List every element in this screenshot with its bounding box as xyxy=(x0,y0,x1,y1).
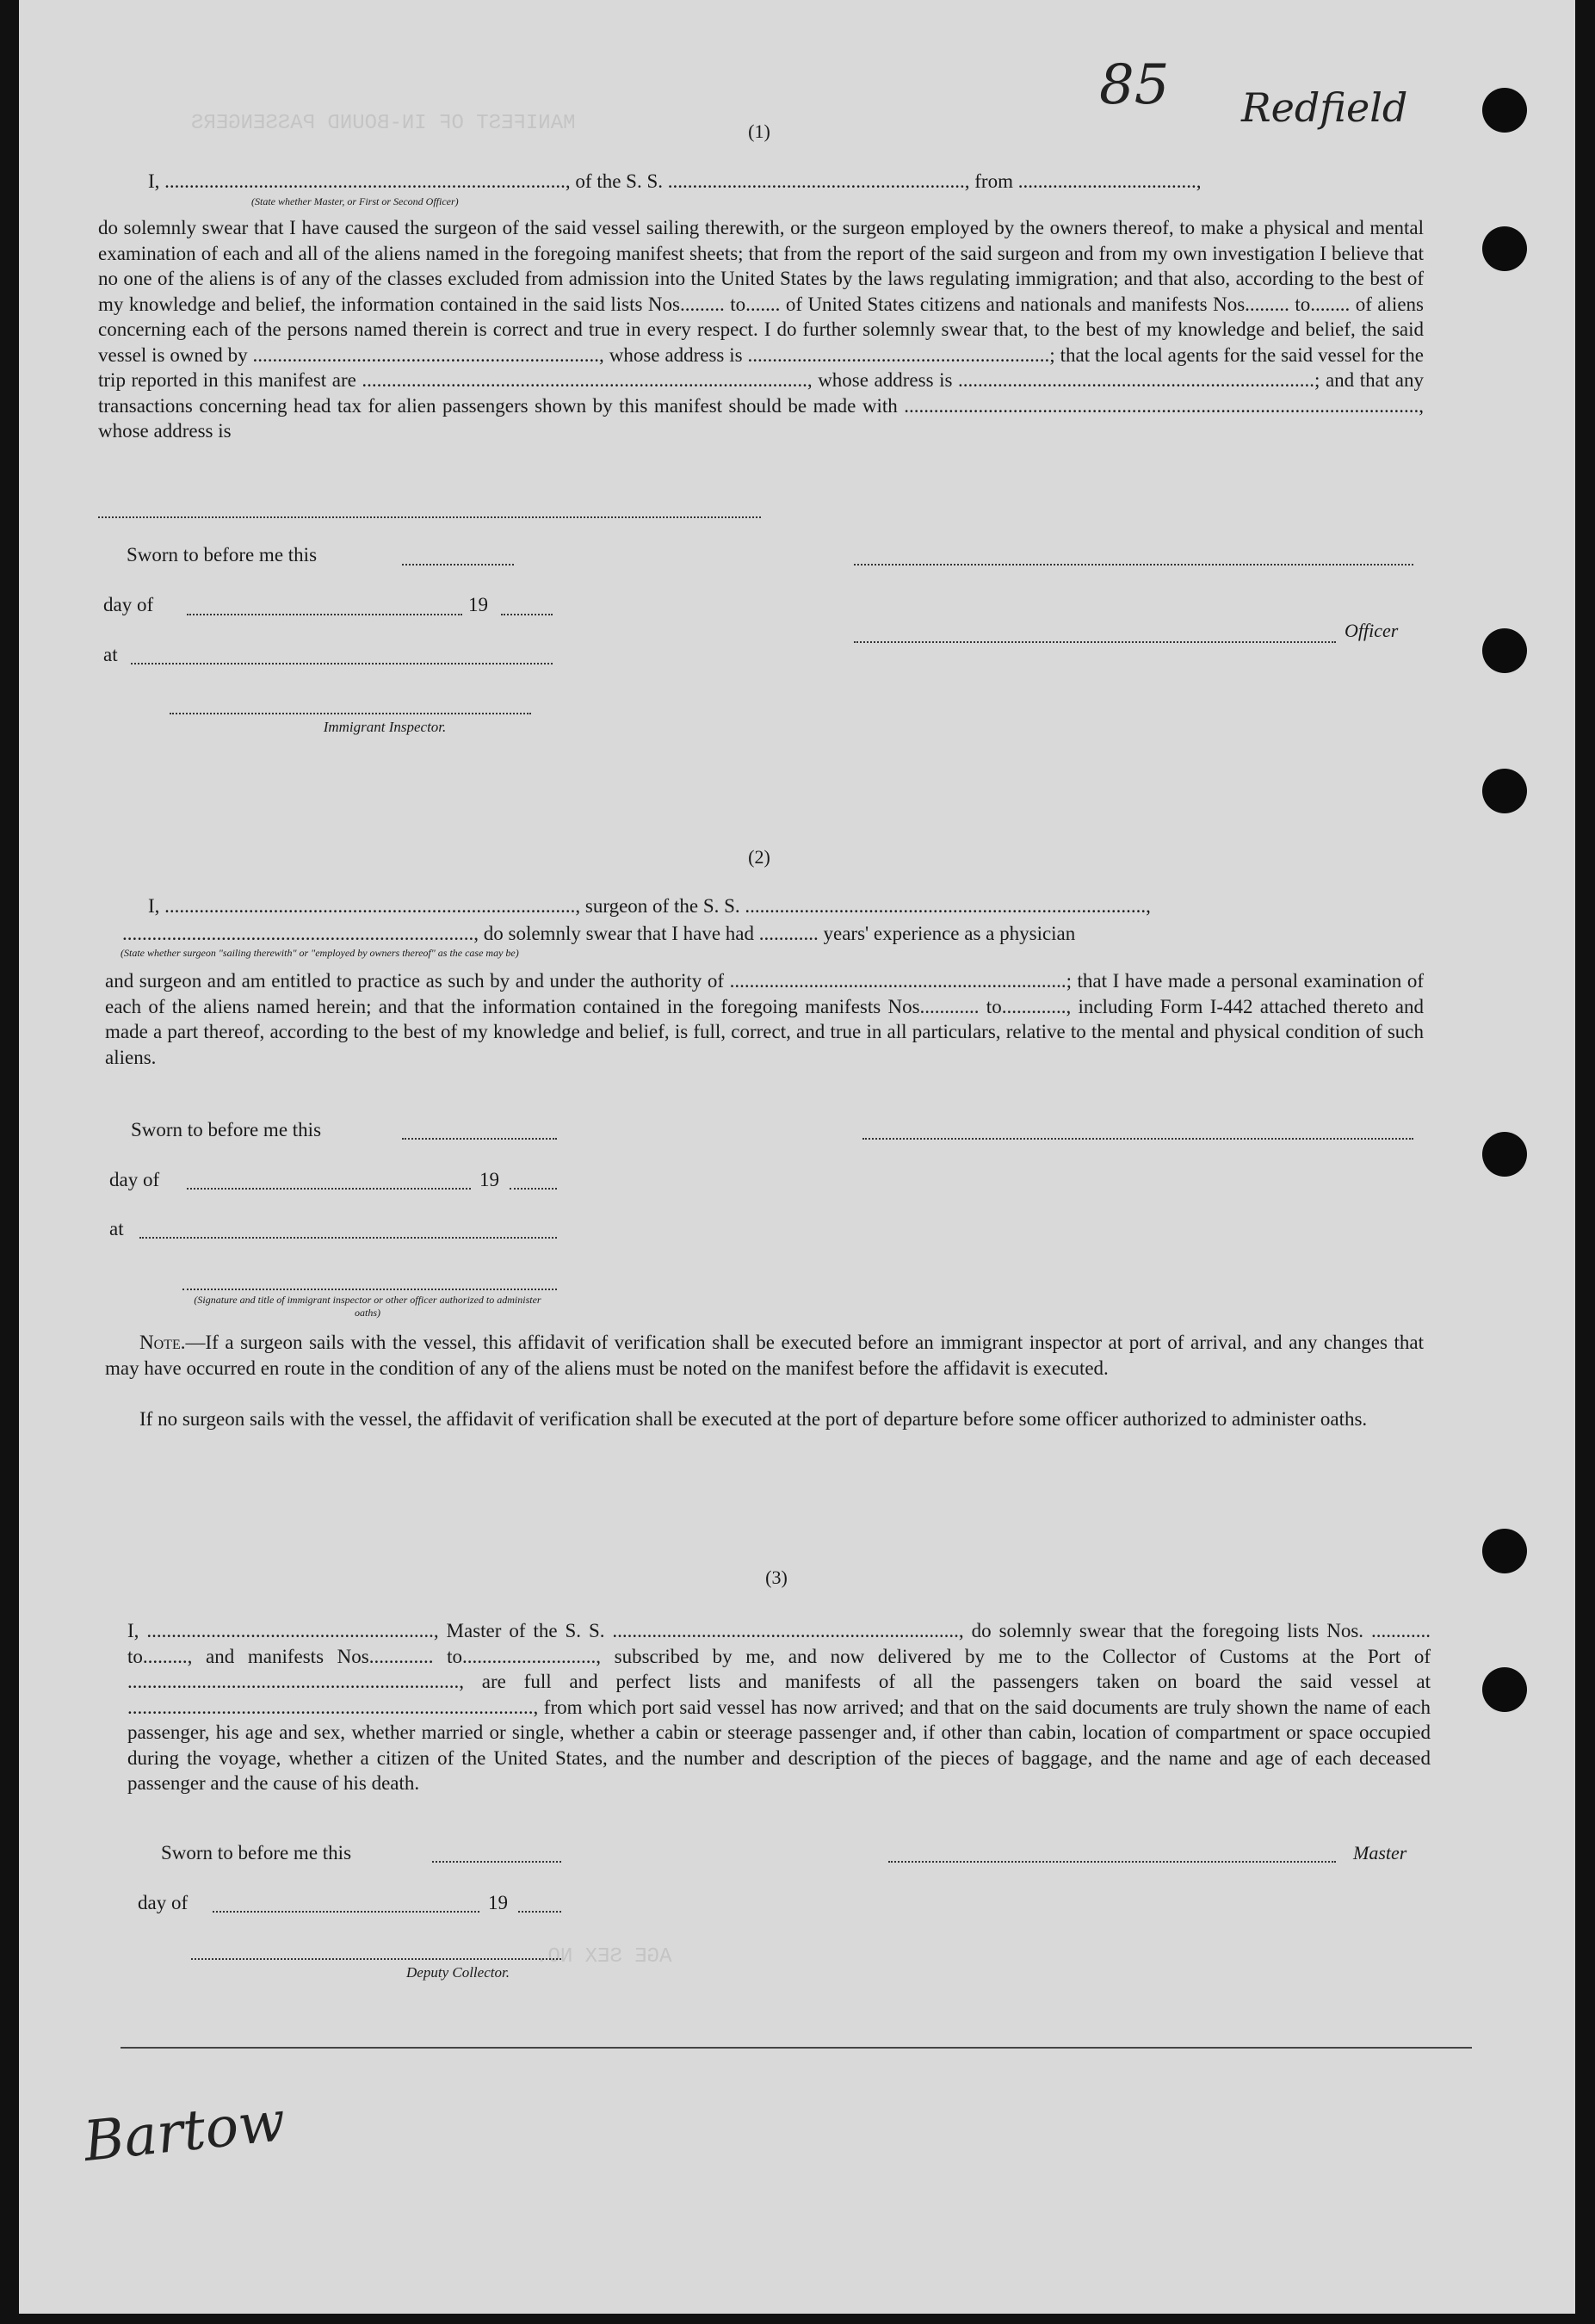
collector-signature-line xyxy=(191,1958,561,1960)
note-label: Note. xyxy=(139,1332,186,1353)
punch-hole xyxy=(1482,1529,1527,1573)
day-blank xyxy=(187,614,462,615)
punch-hole xyxy=(1482,769,1527,813)
signature-line xyxy=(862,1138,1413,1140)
field-caption: (State whether surgeon "sailing therewith" or "employed by owners thereof" as the case may be) xyxy=(121,947,519,959)
punch-hole xyxy=(1482,226,1527,271)
day-of-label: day of xyxy=(103,594,154,615)
master-signature-line xyxy=(888,1861,1336,1863)
day-blank xyxy=(187,1188,471,1190)
punch-hole xyxy=(1482,88,1527,133)
year-label: 19 xyxy=(468,594,488,615)
year-label: 19 xyxy=(488,1892,508,1913)
sworn-label: Sworn to before me this xyxy=(161,1842,352,1864)
surgeon-body: and surgeon and am entitled to practice as such by and under the authority of ....................................................................; that I have made a personal examination of each of the aliens named herein; and that the information contained in the foregoing manifests Nos............ to............., including Form I-442 attached thereto and made a part thereof, according to the best of my knowledge and belief, is full, correct, and true in all particulars, relative to the mental and physical condition of such aliens. xyxy=(105,970,1424,1068)
section-number: (3) xyxy=(765,1567,788,1588)
officer-signature-line xyxy=(854,641,1336,643)
sworn-blank xyxy=(402,1138,557,1140)
signature-caption: (Signature and title of immigrant inspector or other officer authorized to administer oaths) xyxy=(194,1294,541,1319)
day-of-label: day of xyxy=(138,1892,189,1913)
surgeon-first-line: I, ..................................................................................., surgeon of the S. S. ................................................................................., xyxy=(148,895,1151,917)
inspector-caption: Immigrant Inspector. xyxy=(323,719,447,735)
year-blank xyxy=(518,1911,561,1913)
collector-caption: Deputy Collector. xyxy=(406,1964,510,1981)
signature-line xyxy=(98,516,761,518)
handwritten-word: Redfield xyxy=(1241,84,1408,131)
sworn-blank xyxy=(402,564,514,566)
at-label: at xyxy=(109,1218,124,1239)
at-blank xyxy=(131,663,553,664)
note-text: —If a surgeon sails with the vessel, this affidavit of verification shall be executed before an immigrant inspector at port of arrival, and any changes that may have occurred en route in the condition of any of the aliens must be noted on the manifest before the affidavit is executed. xyxy=(105,1332,1424,1379)
manifest-page xyxy=(19,0,1575,2314)
surgeon-second-line: ......................................................................., do solemnly swear that I have had ............ years' experience as a physician xyxy=(122,923,1076,944)
master-label: Master xyxy=(1353,1842,1407,1864)
sworn-label: Sworn to before me this xyxy=(127,544,318,566)
year-label: 19 xyxy=(479,1169,499,1190)
field-caption: (State whether Master, or First or Second Officer) xyxy=(251,195,459,207)
at-label: at xyxy=(103,644,118,665)
oath-body: do solemnly swear that I have caused the surgeon of the said vessel sailing therewith, or the surgeon employed by the owners thereof, to make a physical and mental examination of each and all of the aliens named in the foregoing manifest sheets; that from the report of the said surgeon and from my own investigation I believe that no one of the aliens is of any of the classes excluded from admission into the United States by the laws regulating immigration; and that also, according to the best of my knowledge and belief, the information contained in the said lists Nos......... to....... of United States citizens and nationals and manifests Nos......... to........ of aliens concerning each of the persons named therein is correct and true in every respect. I do further solemnly swear that, to the best of my knowledge and belief, the said vessel is owned by ......................................................................, whose address is .............................................................; that the local agents for the said vessel for the trip reported in this manifest are .........................................................................................., whose address is ........................................................................; and that any transactions concerning head tax for alien passengers shown by this manifest should be made with ........................................................................................................, whose address is xyxy=(98,217,1424,442)
handwritten-signature: Bartow xyxy=(80,2089,289,2175)
handwritten-number: 85 xyxy=(1099,53,1170,117)
punch-hole xyxy=(1482,1132,1527,1177)
note-paragraph-2: If no surgeon sails with the vessel, the affidavit of verification shall be executed at the port of departure before some officer authorized to administer oaths. xyxy=(139,1408,1368,1430)
officer-label: Officer xyxy=(1345,620,1399,641)
bleed-through-text: AGE SEX NO. xyxy=(535,1945,672,1969)
punch-hole xyxy=(1482,1667,1527,1712)
officer-signature-line xyxy=(182,1289,557,1290)
day-of-label: day of xyxy=(109,1169,160,1190)
master-body: I, .........................................................., Master of the S. S. ......................................................................, do solemnly swear that the foregoing lists Nos. ............ to........., and manifests Nos............. to..........................., subscribed by me, and now delivered by me to the Collector of Customs at the Port of ..................................................................., are full and perfect lists and manifests of all the passengers taken on board the said vessel at .................................................................................., from which port said vessel has now arrived; and that on the said documents are truly shown the name of each passenger, his age and sex, whether married or single, whether a cabin or steerage passenger and, if other than cabin, location of compartment or space occupied during the voyage, whether a citizen of the United States, and the number and description of the pieces of baggage, and the name and age of each deceased passenger and the cause of his death. xyxy=(127,1620,1431,1794)
at-blank xyxy=(139,1237,557,1239)
bleed-through-text: MANIFEST OF IN-BOUND PASSENGERS xyxy=(191,112,576,135)
sworn-blank xyxy=(432,1861,561,1863)
sworn-label: Sworn to before me this xyxy=(131,1119,322,1140)
punch-hole xyxy=(1482,628,1527,673)
inspector-signature-line xyxy=(170,713,531,714)
section-number: (1) xyxy=(748,121,770,142)
day-blank xyxy=(213,1911,479,1913)
note-paragraph xyxy=(105,1330,1424,1381)
signature-line xyxy=(854,564,1413,566)
year-blank xyxy=(510,1188,557,1190)
section-number: (2) xyxy=(748,846,770,868)
oath-first-line: I, ................................................................................., of the S. S. ............................................................, from ...................................., xyxy=(148,170,1202,192)
bottom-rule xyxy=(121,2047,1472,2049)
year-blank xyxy=(501,614,553,615)
